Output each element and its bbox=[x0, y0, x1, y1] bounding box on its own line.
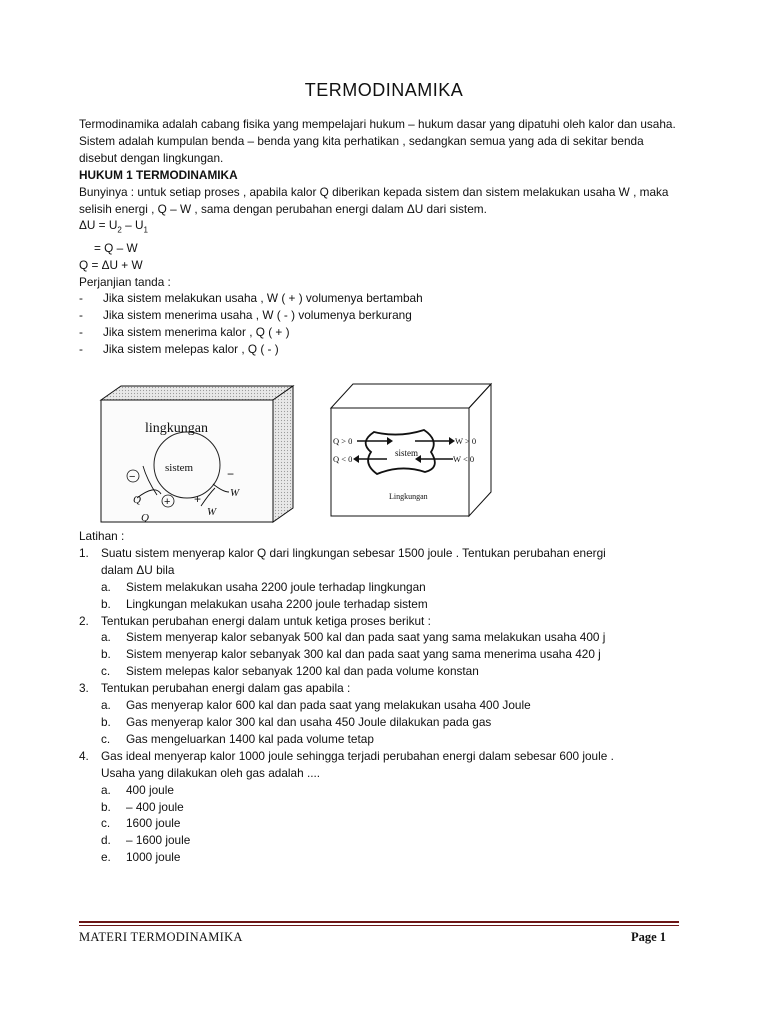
environment-label: Lingkungan bbox=[389, 492, 428, 501]
sign-convention-heading: Perjanjian tanda : bbox=[79, 274, 171, 289]
diagrams bbox=[79, 380, 679, 530]
heat-label: Q bbox=[133, 494, 141, 506]
minus-sign: − bbox=[227, 467, 235, 481]
question-option: a. Gas menyerap kalor 600 kal dan pada saat yang melakukan usaha 400 Joule bbox=[101, 698, 531, 713]
question-option: d. – 1600 joule bbox=[101, 833, 191, 848]
question-option: e. 1000 joule bbox=[101, 850, 181, 865]
question: 1. Suatu sistem menyerap kalor Q dari lingkungan sebesar 1500 joule . Tentukan perubahan energi bbox=[79, 545, 606, 560]
sign-rule: - Jika sistem menerima usaha , W ( - ) volumenya berkurang bbox=[79, 308, 412, 323]
w-positive-label: W > 0 bbox=[455, 436, 477, 446]
question-option: b. Lingkungan melakukan usaha 2200 joule terhadap sistem bbox=[101, 596, 428, 611]
q-positive-label: Q > 0 bbox=[333, 436, 353, 446]
system-label: sistem bbox=[165, 462, 194, 474]
work-label: W bbox=[207, 506, 217, 518]
question-option: a. 400 joule bbox=[101, 782, 174, 797]
question: 2. Tentukan perubahan energi dalam untuk ketiga proses berikut : bbox=[79, 613, 431, 628]
sign-rule: - Jika sistem melepas kalor , Q ( - ) bbox=[79, 342, 279, 357]
question-option: a. Sistem melakukan usaha 2200 joule terhadap lingkungan bbox=[101, 579, 426, 594]
question-option: a. Sistem menyerap kalor sebanyak 500 kal dan pada saat yang sama melakukan usaha 400 j bbox=[101, 630, 606, 645]
equation-3: Q = ΔU + W bbox=[79, 257, 143, 272]
equation-2: = Q – W bbox=[94, 240, 138, 255]
question-option: b. Gas menyerap kalor 300 kal dan usaha 450 Joule dilakukan pada gas bbox=[101, 714, 492, 729]
page-number: Page 1 bbox=[630, 930, 666, 944]
minus-sign: − bbox=[129, 471, 136, 483]
question-option: b. – 400 joule bbox=[101, 799, 184, 814]
equation-1: $\Delta U = U_2 - U_1$ bbox=[79, 218, 148, 235]
footer-title: MATERI TERMODINAMIKA bbox=[79, 930, 243, 944]
page-title: TERMODINAMIKA bbox=[304, 80, 464, 100]
definition-termodinamika: Termodinamika adalah cabang fisika yang mempelajari hukum – hukum dasar yang dipatuhi oleh kalor dan usaha. bbox=[79, 117, 676, 131]
sign-rule: - Jika sistem menerima kalor , Q ( + ) bbox=[79, 325, 290, 340]
work-label: W bbox=[230, 487, 240, 499]
sign-rule: - Jika sistem melakukan usaha , W ( + ) volumenya bertambah bbox=[79, 291, 423, 306]
intro-section bbox=[79, 116, 684, 358]
w-negative-label: W < 0 bbox=[453, 454, 475, 464]
question-option: c. Sistem melepas kalor sebanyak 1200 kal dan pada volume konstan bbox=[101, 664, 479, 679]
question-option: c. 1600 joule bbox=[101, 816, 181, 831]
system-environment-figure-1 bbox=[97, 380, 297, 530]
heat-label: Q bbox=[141, 512, 149, 524]
footer-rule bbox=[79, 921, 679, 923]
question: 3. Tentukan perubahan energi dalam gas apabila : bbox=[79, 681, 351, 696]
section-heading: HUKUM 1 TERMODINAMIKA bbox=[79, 167, 238, 182]
question-option: c. Gas mengeluarkan 1400 kal pada volume tetap bbox=[101, 731, 374, 746]
footer-rule bbox=[79, 925, 679, 926]
environment-label: lingkungan bbox=[145, 421, 208, 436]
plus-sign: + bbox=[194, 492, 202, 506]
system-label: sistem bbox=[395, 448, 419, 458]
question: 4. Gas ideal menyerap kalor 1000 joule sehingga terjadi perubahan energi dalam sebesar 600 joule . bbox=[79, 748, 614, 763]
definition-sistem: Sistem adalah kumpulan benda – benda yang kita perhatikan , sedangkan semua yang ada di sekitar benda disebut dengan lingkungan. bbox=[79, 133, 644, 165]
question-continuation: Usaha yang dilakukan oleh gas adalah .... bbox=[101, 765, 321, 780]
plus-sign: + bbox=[164, 496, 171, 508]
question-option: b. Sistem menyerap kalor sebanyak 300 kal dan pada saat yang sama menerima usaha 420 j bbox=[101, 647, 601, 662]
law-statement: Bunyinya : untuk setiap proses , apabila kalor Q diberikan kepada sistem dan sistem melakukan usaha W , maka selisih energi , Q – W , sama dengan perubahan energi dalam ΔU dari sistem. bbox=[79, 184, 669, 216]
q-negative-label: Q < 0 bbox=[333, 454, 353, 464]
system-environment-figure-2 bbox=[329, 380, 499, 520]
exercises-heading: Latihan : bbox=[79, 529, 125, 543]
question-continuation: dalam ΔU bila bbox=[101, 562, 175, 577]
exercises-section bbox=[79, 528, 684, 866]
